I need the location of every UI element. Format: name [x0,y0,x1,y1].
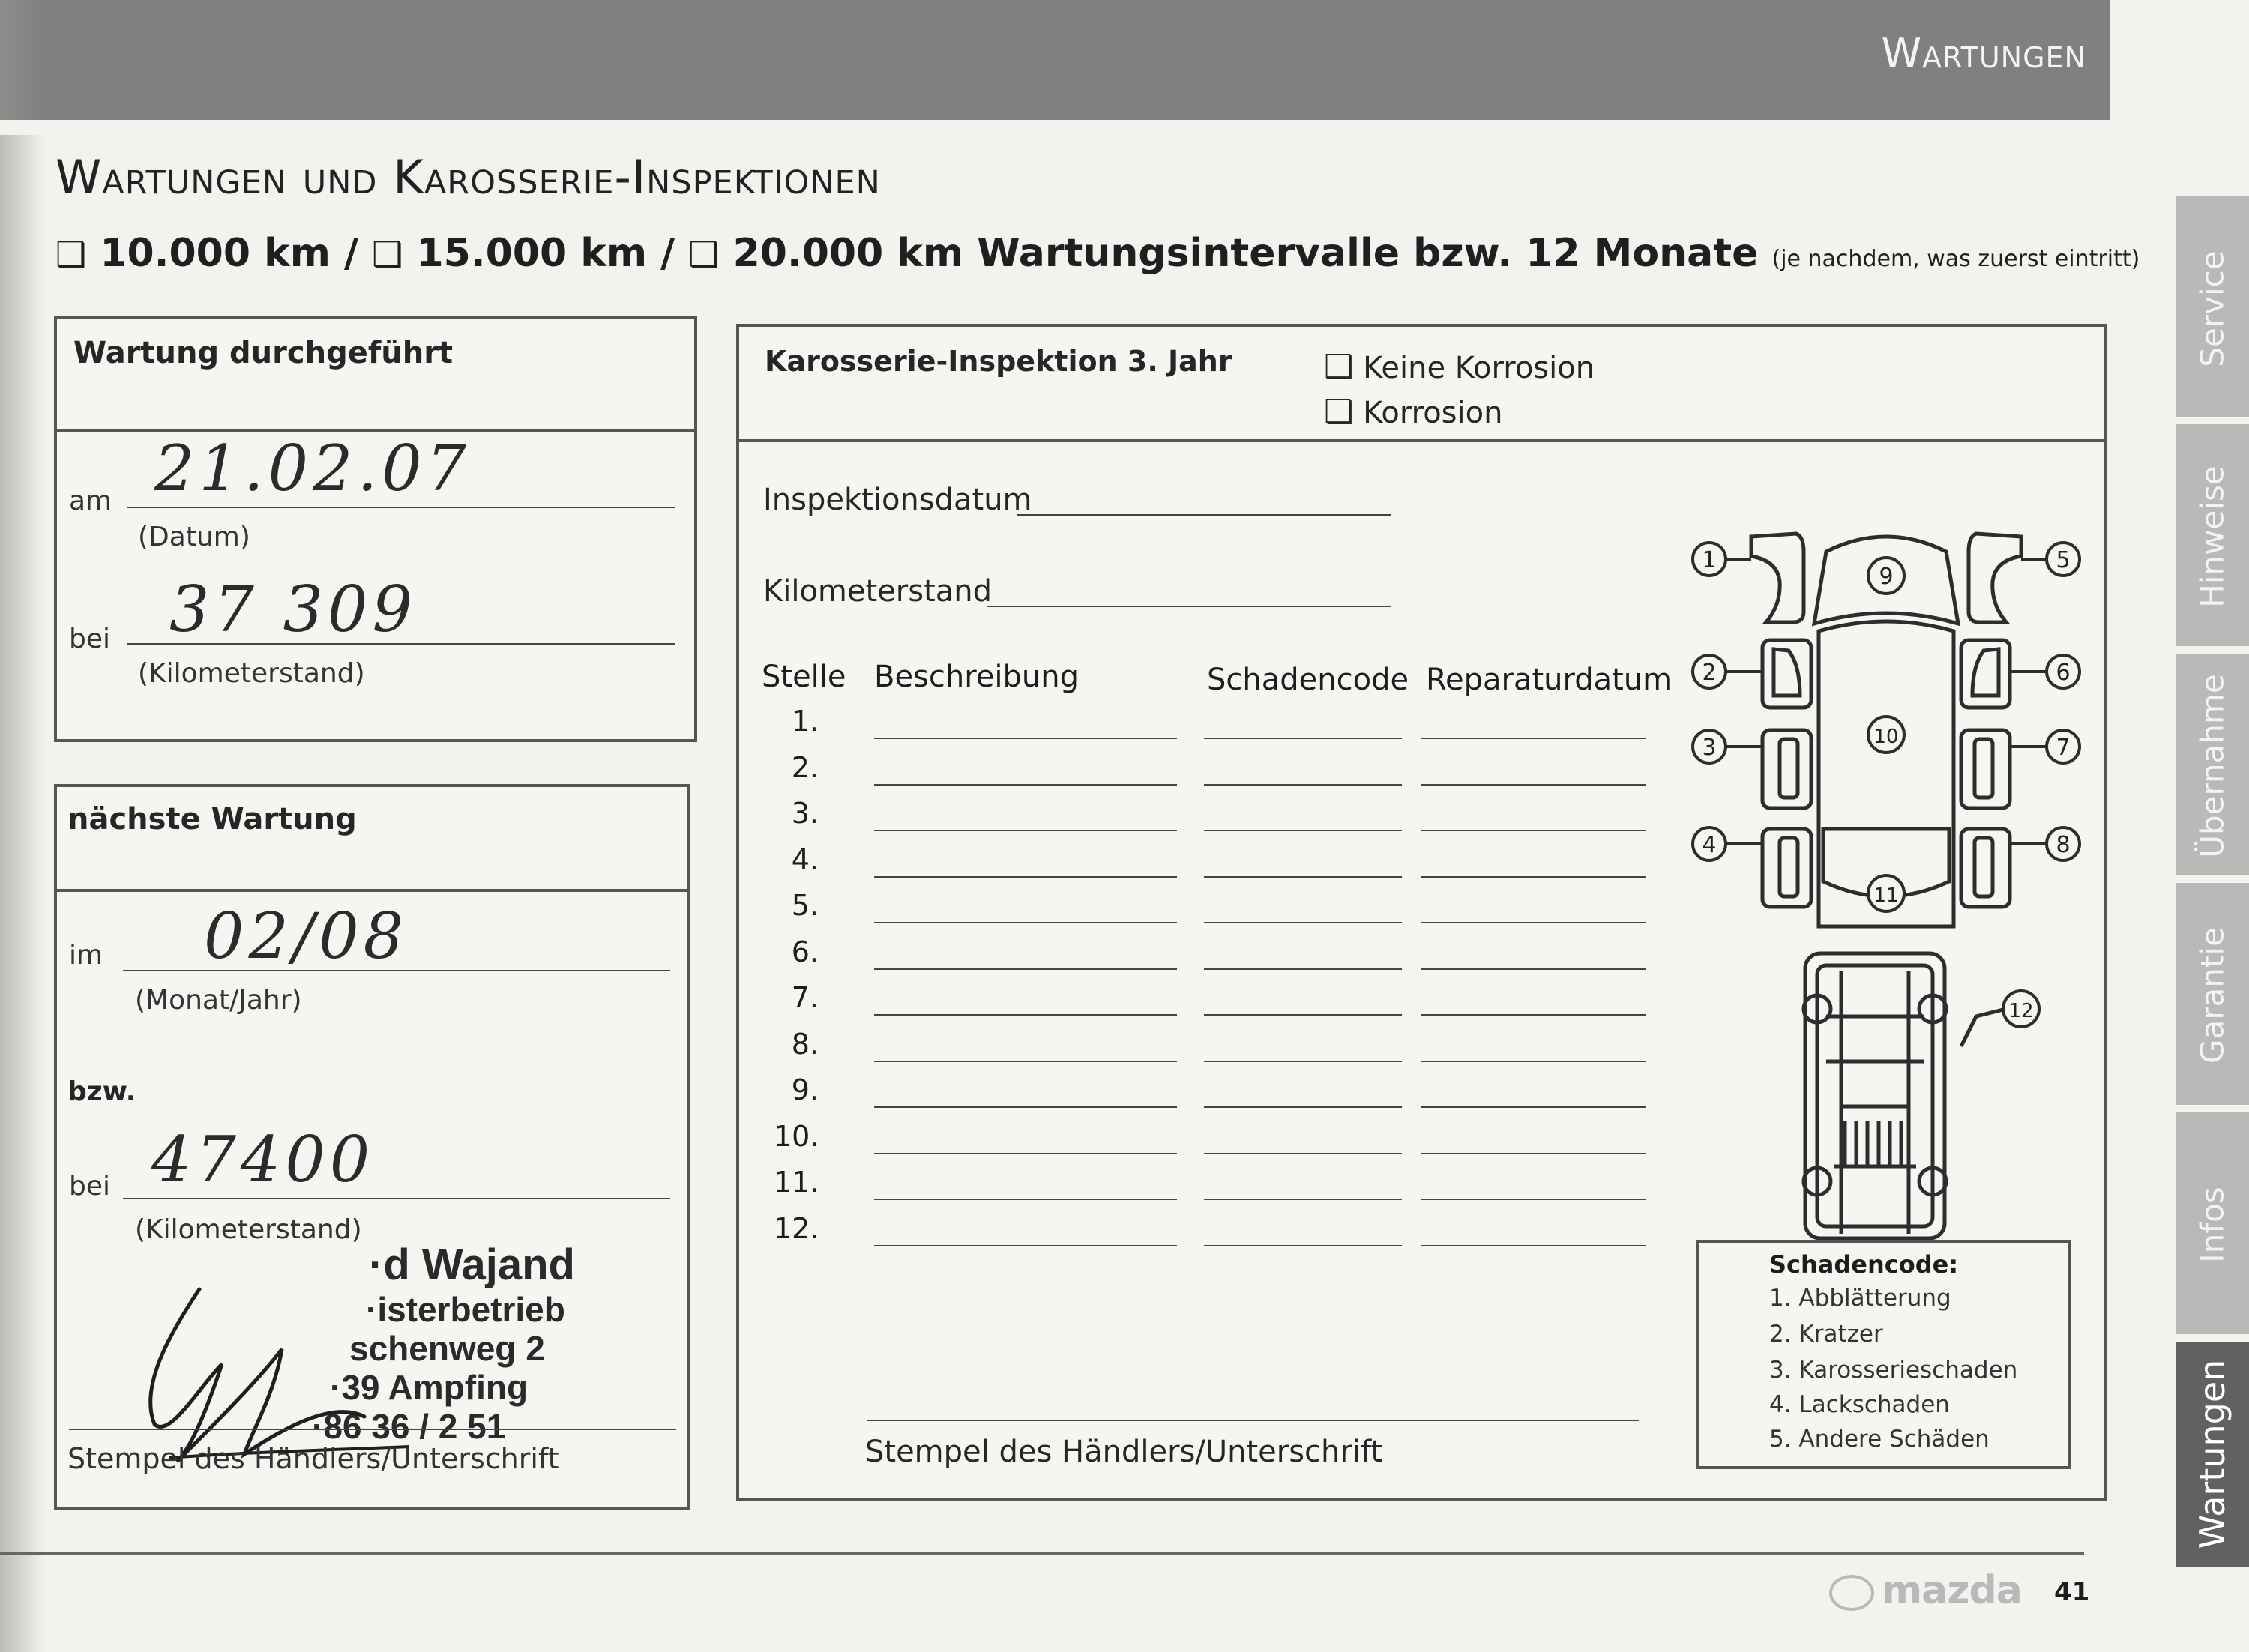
inspection-damage-code-field[interactable] [1204,876,1402,878]
or-label: bzw. [67,1076,136,1107]
inspection-repair-date-field[interactable] [1421,738,1646,739]
interval-option-15000: 15.000 km [416,231,647,276]
footer-rule [0,1552,2084,1555]
car-marker-11: 11 [1873,884,1899,907]
column-beschreibung: Beschreibung [874,660,1080,694]
inspection-row-number: 2. [791,750,819,784]
damage-codes-title: Schadencode: [1769,1250,1959,1279]
inspection-repair-date-field[interactable] [1421,922,1646,923]
column-schadencode: Schadencode [1207,663,1409,697]
inspection-row-number: 9. [791,1073,819,1106]
signature-scribble [139,1274,424,1469]
inspection-row-number: 4. [791,842,819,876]
car-marker-1: 1 [1702,547,1717,573]
inspection-repair-date-field[interactable] [1421,784,1646,786]
header-band [0,0,2110,120]
inspection-description-field[interactable] [874,1014,1177,1016]
month-handwritten-value[interactable]: 02/08 [204,899,409,973]
checkbox-icon[interactable]: ❑ [55,234,87,274]
inspection-damage-code-field[interactable] [1204,922,1402,923]
car-marker-10: 10 [1873,726,1899,748]
car-underbody [1805,953,1945,1238]
inspection-row-number: 3. [791,797,819,830]
side-tab-uebernahme[interactable]: Übernahme [2176,646,2249,878]
inspection-description-field[interactable] [874,968,1177,970]
car-marker-7: 7 [2056,735,2071,761]
damage-code-item: 5. Andere Schäden [1769,1426,1990,1453]
interval-note: (je nachdem, was zuerst eintritt) [1771,246,2140,272]
inspection-damage-code-field[interactable] [1204,1153,1402,1154]
car-marker-4: 4 [1702,832,1717,858]
mazda-logo: mazda [1829,1568,2022,1613]
inspection-signature-caption: Stempel des Händlers/Unterschrift [865,1435,1383,1469]
damage-code-item: 2. Kratzer [1769,1321,1883,1348]
inspection-description-field[interactable] [874,922,1177,923]
side-tab-service[interactable]: Service [2176,189,2249,421]
car-marker-5: 5 [2056,547,2071,573]
inspection-km-label: Kilometerstand [763,574,993,609]
interval-line: ❑ 10.000 km / ❑ 15.000 km / ❑ 20.000 km Wartungsintervalle bzw. 12 Monate (je nachdem, was zuerst eintritt) [55,231,2140,276]
inspection-damage-code-field[interactable] [1204,1245,1402,1246]
car-marker-12: 12 [2008,1000,2034,1022]
km-caption: (Kilometerstand) [138,658,365,689]
car-diagram [1691,492,2081,1241]
next-maintenance-heading: nächste Wartung [67,802,357,836]
inspection-description-field[interactable] [874,1153,1177,1154]
inspection-repair-date-field[interactable] [1421,1014,1646,1016]
interval-option-20000: 20.000 km [732,231,964,276]
inspection-heading: Karosserie-Inspektion 3. Jahr [765,345,1232,378]
maintenance-done-box [54,316,697,742]
inspection-description-field[interactable] [874,1106,1177,1108]
inspection-description-field[interactable] [874,1245,1177,1246]
date-caption: (Datum) [138,522,250,552]
month-label: im [69,940,103,971]
side-tab-garantie[interactable]: Garantie [2176,875,2249,1108]
inspection-row-number: 1. [791,705,819,738]
page-fold-shadow [0,0,45,1652]
inspection-repair-date-field[interactable] [1421,830,1646,831]
inspection-repair-date-field[interactable] [1421,1153,1646,1154]
column-reparaturdatum: Reparaturdatum [1426,663,1673,697]
inspection-row-number: 6. [791,935,819,968]
inspection-box [736,324,2107,1501]
inspection-damage-code-field[interactable] [1204,830,1402,831]
inspection-damage-code-field[interactable] [1204,738,1402,739]
checkbox-icon[interactable]: ❑ [1324,393,1354,431]
side-tab-hinweise[interactable]: Hinweise [2176,417,2249,649]
car-marker-3: 3 [1702,735,1717,761]
inspection-description-field[interactable] [874,830,1177,831]
inspection-description-field[interactable] [874,1061,1177,1062]
inspection-description-field[interactable] [874,1199,1177,1200]
inspection-damage-code-field[interactable] [1204,1106,1402,1108]
inspection-row-number: 7. [791,981,819,1014]
column-stelle: Stelle [762,660,846,694]
next-maintenance-box: nächste Wartung im 02/08 (Monat/Jahr) bzw. bei 47400 (Kilometerstand) ·d Wajand ·isterbetrieb schenweg 2 ·39 Ampfing ·86 36 / 2 51 Stempel des Händlers/Unterschrift [54,784,690,1510]
car-marker-6: 6 [2056,660,2071,686]
damage-code-item: 1. Abblätterung [1769,1285,1951,1312]
car-panel-front-right [1969,534,2021,622]
month-caption: (Monat/Jahr) [135,985,302,1016]
date-handwritten-value[interactable]: 21.02.07 [154,432,472,505]
inspection-repair-date-field[interactable] [1421,876,1646,878]
option-no-corrosion[interactable]: ❑ Keine Korrosion [1324,348,1595,386]
inspection-row-number: 12. [774,1211,819,1245]
damage-codes-box [1696,1240,2071,1469]
inspection-repair-date-field[interactable] [1421,1245,1646,1246]
car-marker-9: 9 [1879,564,1894,590]
section-title: Wartungen [1881,30,2086,77]
car-marker-2: 2 [1702,660,1717,686]
checkbox-icon[interactable]: ❑ [1324,348,1354,386]
inspection-description-field[interactable] [874,784,1177,786]
next-km-caption: (Kilometerstand) [135,1214,362,1245]
inspection-damage-code-field[interactable] [1204,968,1402,970]
interval-option-10000: 10.000 km [100,231,331,276]
side-tab-wartungen[interactable]: Wartungen [2176,1334,2249,1567]
checkbox-icon[interactable]: ❑ [688,234,720,274]
damage-code-item: 3. Karosserieschaden [1769,1357,2018,1384]
inspection-row-number: 10. [774,1119,819,1153]
car-panel-front-left [1751,534,1804,622]
km-label: bei [69,624,111,654]
inspection-row-number: 5. [791,889,819,922]
inspection-repair-date-field[interactable] [1421,1061,1646,1062]
inspection-repair-date-field[interactable] [1421,1199,1646,1200]
inspection-repair-date-field[interactable] [1421,1106,1646,1108]
interval-text: Wartungsintervalle bzw. 12 Monate [977,231,1759,276]
car-marker-8: 8 [2056,832,2071,858]
inspection-description-field[interactable] [874,738,1177,739]
inspection-damage-code-field[interactable] [1204,1061,1402,1062]
damage-code-item: 4. Lackschaden [1769,1391,1950,1418]
inspection-row-number: 8. [791,1027,819,1061]
km-handwritten-value[interactable]: 37 309 [169,573,417,646]
next-km-handwritten-value[interactable]: 47400 [151,1123,375,1196]
next-signature-caption: Stempel des Händlers/Unterschrift [67,1442,559,1475]
page-number: 41 [2054,1577,2090,1607]
inspection-date-label: Inspektionsdatum [763,483,1032,517]
maintenance-done-heading: Wartung durchgeführt [73,336,454,370]
inspection-damage-code-field[interactable] [1204,1014,1402,1016]
option-corrosion[interactable]: ❑ Korrosion [1324,393,1503,431]
inspection-description-field[interactable] [874,876,1177,878]
mazda-emblem-icon [1829,1575,1874,1611]
inspection-repair-date-field[interactable] [1421,968,1646,970]
date-label: am [69,486,112,516]
inspection-row-number: 11. [774,1166,819,1199]
page-title: Wartungen und Karosserie-Inspektionen [55,150,881,205]
inspection-damage-code-field[interactable] [1204,1199,1402,1200]
side-tab-infos[interactable]: Infos [2176,1105,2249,1337]
checkbox-icon[interactable]: ❑ [372,234,403,274]
next-km-label: bei [69,1171,111,1202]
inspection-damage-code-field[interactable] [1204,784,1402,786]
